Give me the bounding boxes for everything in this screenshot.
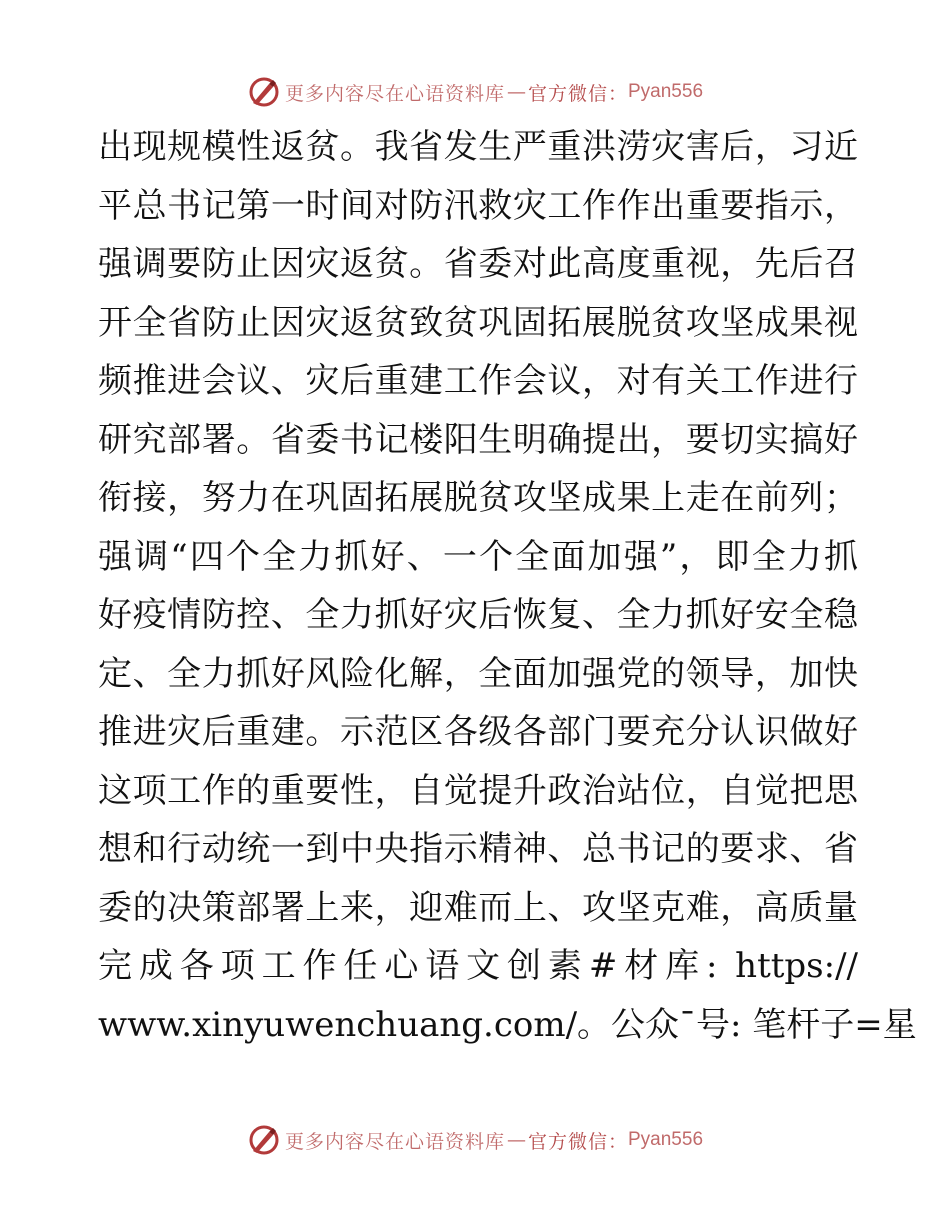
body-line: 定、全力抓好风险化解，全面加强党的领导，加快 (98, 653, 858, 694)
body-line: 完成各项工作任心语文创素#材库: https:// (98, 946, 858, 986)
banner-text: 更多内容尽在心语资料库 (284, 1130, 505, 1153)
body-line: 强调要防止因灾返贫。省委对此高度重视，先后召 (98, 244, 858, 284)
body-line: 研究部署。省委书记楼阳生明确提出，要切实搞好 (98, 419, 858, 460)
body-line: www.xinyuwenchuang.com/。公众¯号: 笔杆子=星 (98, 1004, 917, 1045)
header-banner (0, 72, 950, 112)
body-line: 好疫情防控、全力抓好灾后恢复、全力抓好安全稳 (98, 595, 858, 635)
banner-wechat-label: 官方微信： (527, 82, 628, 105)
banner-separator: — (506, 81, 526, 103)
banner-wechat-label: 官方微信： (527, 1130, 628, 1153)
footer-banner (0, 1120, 950, 1160)
body-line: 推进灾后重建。示范区各级各部门要充分认识做好 (98, 712, 858, 752)
body-line: 强调“四个全力抓好、一个全面加强”，即全力抓 (98, 536, 858, 577)
body-line: 平总书记第一时间对防汛救灾工作作出重要指示， (98, 185, 858, 226)
banner-text: 更多内容尽在心语资料库 (284, 82, 505, 105)
body-line: 频推进会议、灾后重建工作会议，对有关工作进行 (98, 361, 858, 401)
banner-wechat-id: Pyan556 (628, 1129, 704, 1150)
body-line: 想和行动统一到中央指示精神、总书记的要求、省 (98, 829, 858, 869)
pen-logo-icon (247, 1123, 281, 1157)
pen-logo-icon (247, 75, 281, 109)
body-line: 这项工作的重要性，自觉提升政治站位，自觉把思 (98, 770, 858, 811)
body-line: 衔接，努力在巩固拓展脱贫攻坚成果上走在前列； (98, 478, 858, 518)
document-body (98, 118, 917, 1054)
body-line: 委的决策部署上来，迎难而上、攻坚克难，高质量 (98, 887, 858, 928)
body-line: 出现规模性返贫。我省发生严重洪涝灾害后，习近 (98, 127, 858, 167)
banner-wechat-id: Pyan556 (628, 81, 704, 102)
body-line: 开全省防止因灾返贫致贫巩固拓展脱贫攻坚成果视 (98, 302, 858, 343)
banner-separator: — (506, 1129, 526, 1151)
